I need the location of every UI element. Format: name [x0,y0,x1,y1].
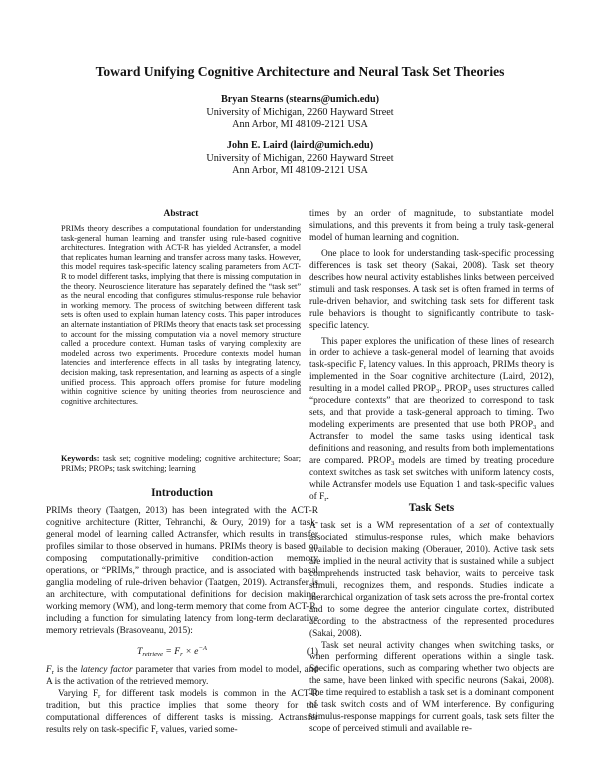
keywords [61,454,301,473]
author-block-2 [0,140,600,178]
intro-paragraph-5: This paper explores the unification of these lines of research in order to achieve a task-general model of learning that avoids task-specific $F_r$ latency values. In this approach, PRIMs theory is implemented in the Soar cognitive architecture (Laird, 2012), resulting in a model called $PROP_3$. $PROP_3$ uses structures called “procedure contexts” that are theorized to correspond to task sets, and that provide a task-general approach to timing. Two modeling experiments are presented that use both $PROP_3$ and Actransfer to model the same tasks using identical task definitions and reasoning, and results from both implementations are compared. $PROP_3$ models are timed by treating procedure context switches as task set switches with uniform latency costs, while Actransfer models use Equation 1 and task-specific values of $F_r$. [309,336,555,503]
keywords-label: Keywords: [61,454,100,463]
right-column-task-sets [309,521,554,736]
intro-paragraph-1: PRIMs theory (Taatgen, 2013) has been integrated with the ACT-R cognitive architecture (Ritter, Tehranchi, & Oury, 2019) for a task-general model of learning called Actransfer, which results in transfer profiles similar to those observed in humans. PRIMs theory is based on composing computationally-primitive condition-action memory operations, or “PRIMs,” through practice, and is associated with basal ganglia modeling of rule-driven behavior (Taatgen, 2019). Actransfer is an architecture, with computational definitions for decision making, working memory (WM), and long-term memory that come from ACT-R, including a function for simulating latency from long-term declarative memory retrievals (Brasoveanu, 2015): [46,506,318,636]
abstract-heading: Abstract [163,209,199,219]
author-block-1 [0,94,600,132]
introduction-heading: Introduction [151,487,213,499]
author-affiliation: University of Michigan, 2260 Hayward Street [206,106,394,118]
left-column [46,506,318,737]
abstract-text [61,224,301,406]
right-column [309,209,554,504]
author-address: Ann Arbor, MI 48109-2121 USA [232,165,368,177]
author-address: Ann Arbor, MI 48109-2121 USA [232,119,368,131]
keywords-list: task set; cognitive modeling; cognitive architecture; Soar; PRIMs; PROPs; task switching; learning [61,454,301,473]
abstract-paragraph: PRIMs theory describes a computational foundation for understanding task-general human learning and transfer using rule-based cognitive architectures. Integration with ACT-R has yielded Actransfer, a model that replicates human learning and transfer across many tasks. However, this model requires task-specific latency scaling parameters from ACT-R to model different tasks, implying that there is missing computation in the theory. Neuroscience literature has separately defined the “task set” as the neural encoding that configures stimulus-response rule behavior in working memory. The process of switching between different task sets is often used to explain human latency costs. This paper introduces an alternate instantiation of PRIMs theory that enacts task set processing to account for the missing computation via a novel memory structure called a procedure context. Human tasks of varying complexity are modeled across two experiments. Procedure contexts model human latencies and interference effects in all tasks by integrating latency, decision making, task representation, and learning as aspects of a single unified process. This approach offers promise for future modeling within cognitive science by uniting theories from neuroscience and cognitive architectures. [61,224,301,406]
task-sets-paragraph-1: A task set is a WM representation of a set of contextually associated stimulus-response rules, which make behaviors available to decision making (Oberauer, 2010). Active task sets are implied in the neural activity that is sustained while a subject comprehends instructed task behavior, waits to perceive task stimuli, recognizes them, and responds. Studies indicate a hierarchical organization of task sets across the pre-frontal cortex and to some degree the anterior cingulate cortex, distributed according to the abstractness of the represented procedures (Sakai, 2008). [309,521,554,639]
author-affiliation: University of Michigan, 2260 Hayward Street [206,152,394,164]
author-name: John E. Laird (laird@umich.edu) [226,140,374,151]
intro-paragraph-3-continued: times by an order of magnitude, to substantiate model simulations, and this prevents it from being a truly task-general model of human learning and cognition. [309,209,554,243]
task-sets-heading: Task Sets [408,502,455,514]
equation-number: (1) [306,645,318,657]
intro-paragraph-2: $F_r$ is the latency factor parameter that varies from model to model, and A is the activation of the retrieved memory. [46,665,319,688]
intro-paragraph-3: Varying $F_r$ for different task models is common in the ACT-R tradition, but this practice implies that some theory for the computational differences of different tasks is missing. Actransfer results rely on task-specific $F_r$ values, varied some- [46,689,318,737]
equation-1 [46,641,318,661]
paper-title: Toward Unifying Cognitive Architecture and Neural Task Set Theories [95,64,505,79]
task-sets-paragraph-2: Task set neural activity changes when switching tasks, or when performing different operations within a single task. Specific operations, such as comparing whether two objects are the same, have been linked with specific neurons (Sakai, 2008). The time required to establish a task set is a dominant component of task switch costs and of WM interference. By configuring stimulus-response mappings for current goals, task sets filter the scope of perceived stimuli and available re- [309,640,554,735]
author-name: Bryan Stearns (stearns@umich.edu) [220,94,380,105]
intro-paragraph-4: One place to look for understanding task-specific processing differences is task set theory (Sakai, 2008). Task set theory describes how neural activity establishes links between perceived stimuli and task responses. A task set is often framed in terms of rule-driven behavior, and switching task sets for different task rule behaviors is thought to significantly contribute to task-specific latency. [309,248,554,331]
equation-expression: $T_{retrieve} = F_r \times e^{-A}$ [137,644,207,658]
